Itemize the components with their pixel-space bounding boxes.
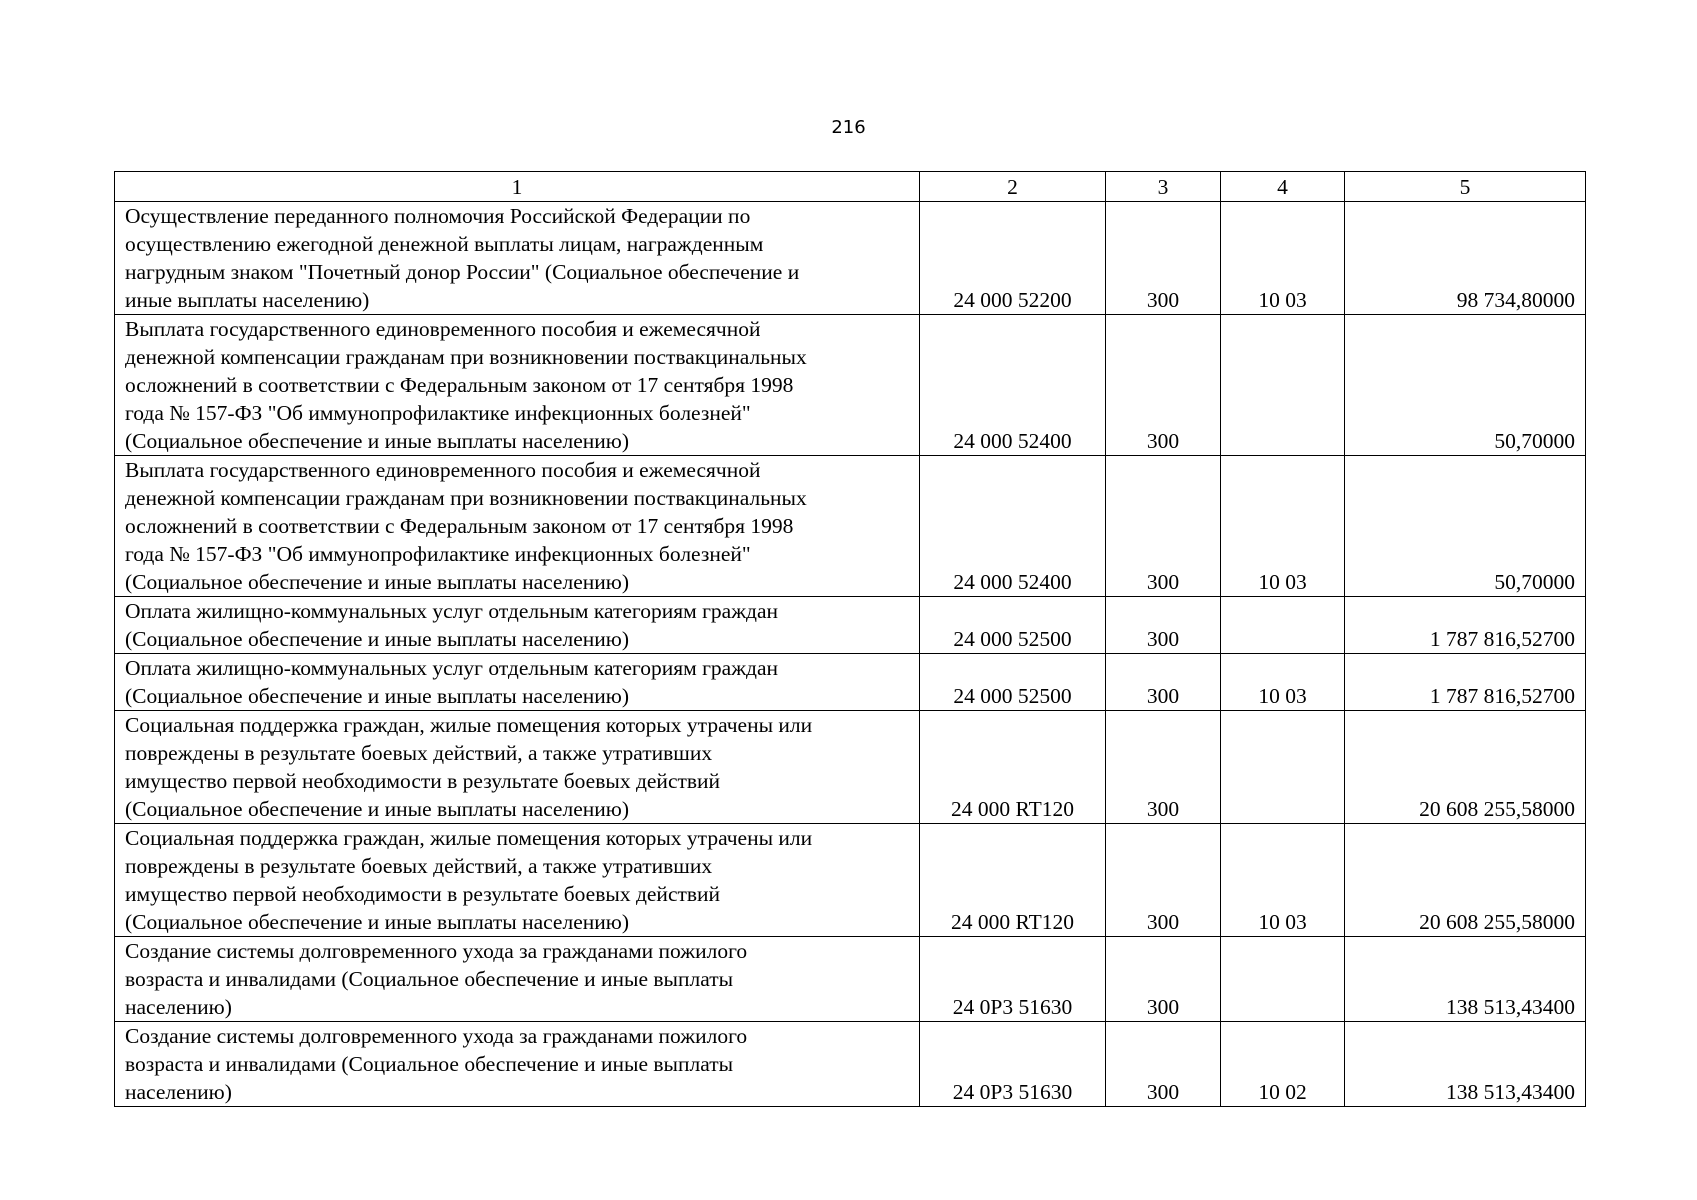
expense-name-line: возраста и инвалидами (Социальное обеспечение и иные выплаты xyxy=(125,967,734,991)
expense-type-cell: 300 xyxy=(1106,711,1221,824)
expense-name-line: возраста и инвалидами (Социальное обеспечение и иные выплаты xyxy=(125,1052,734,1076)
expense-name-cell xyxy=(115,824,920,937)
expense-name-line: Оплата жилищно-коммунальных услуг отдельным категориям граждан xyxy=(125,599,779,623)
table-row xyxy=(115,202,1586,315)
section-cell: 10 03 xyxy=(1221,456,1345,597)
expense-name-line: Создание системы долговременного ухода за гражданами пожилого xyxy=(125,1024,748,1048)
expense-type-cell: 300 xyxy=(1106,824,1221,937)
expense-name-line: Социальная поддержка граждан, жилые помещения которых утрачены или xyxy=(125,826,813,850)
section-cell xyxy=(1221,711,1345,824)
column-header-4: 4 xyxy=(1221,172,1345,202)
expense-name-cell xyxy=(115,654,920,711)
target-article-cell: 24 000 52500 xyxy=(920,654,1106,711)
table-row xyxy=(115,654,1586,711)
column-header-5: 5 xyxy=(1345,172,1586,202)
expense-name-cell xyxy=(115,456,920,597)
target-article-cell: 24 000 52200 xyxy=(920,202,1106,315)
expense-name-cell xyxy=(115,937,920,1022)
expense-name-line: населению) xyxy=(125,995,232,1019)
expense-name-line: Оплата жилищно-коммунальных услуг отдельным категориям граждан xyxy=(125,656,779,680)
expense-name-line: Создание системы долговременного ухода за гражданами пожилого xyxy=(125,939,748,963)
column-header-2: 2 xyxy=(920,172,1106,202)
column-header-3: 3 xyxy=(1106,172,1221,202)
target-article-cell: 24 000 RT120 xyxy=(920,711,1106,824)
expense-name-line: иные выплаты населению) xyxy=(125,288,370,312)
expense-name-line: осуществлению ежегодной денежной выплаты лицам, награжденным xyxy=(125,232,764,256)
table-row xyxy=(115,937,1586,1022)
expense-type-cell: 300 xyxy=(1106,1022,1221,1107)
expense-type-cell: 300 xyxy=(1106,654,1221,711)
expense-name-line: имущество первой необходимости в результате боевых действий xyxy=(125,882,721,906)
expense-name-line: населению) xyxy=(125,1080,232,1104)
expense-name-line: (Социальное обеспечение и иные выплаты населению) xyxy=(125,570,629,594)
expense-name-line: Выплата государственного единовременного пособия и ежемесячной xyxy=(125,317,761,341)
amount-cell: 20 608 255,58000 xyxy=(1345,711,1586,824)
section-cell: 10 03 xyxy=(1221,654,1345,711)
expense-name-line: осложнений в соответствии с Федеральным законом от 17 сентября 1998 xyxy=(125,514,794,538)
amount-cell: 1 787 816,52700 xyxy=(1345,597,1586,654)
table-row xyxy=(115,456,1586,597)
section-cell: 10 02 xyxy=(1221,1022,1345,1107)
table-body xyxy=(115,202,1586,1107)
amount-cell: 50,70000 xyxy=(1345,315,1586,456)
amount-cell: 98 734,80000 xyxy=(1345,202,1586,315)
expense-name-line: повреждены в результате боевых действий, а также утративших xyxy=(125,741,713,765)
expense-name-line: (Социальное обеспечение и иные выплаты населению) xyxy=(125,627,629,651)
target-article-cell: 24 000 52500 xyxy=(920,597,1106,654)
amount-cell: 1 787 816,52700 xyxy=(1345,654,1586,711)
expense-name-line: (Социальное обеспечение и иные выплаты населению) xyxy=(125,797,629,821)
section-cell: 10 03 xyxy=(1221,824,1345,937)
expense-name-line: года № 157-ФЗ "Об иммунопрофилактике инфекционных болезней" xyxy=(125,401,751,425)
table-row xyxy=(115,711,1586,824)
expense-type-cell: 300 xyxy=(1106,456,1221,597)
expense-type-cell: 300 xyxy=(1106,937,1221,1022)
expense-name-line: денежной компенсации гражданам при возникновении поствакцинальных xyxy=(125,486,807,510)
expense-name-cell xyxy=(115,1022,920,1107)
target-article-cell: 24 000 52400 xyxy=(920,456,1106,597)
amount-cell: 50,70000 xyxy=(1345,456,1586,597)
section-cell xyxy=(1221,937,1345,1022)
expense-name-line: (Социальное обеспечение и иные выплаты населению) xyxy=(125,429,629,453)
table-row xyxy=(115,1022,1586,1107)
expense-type-cell: 300 xyxy=(1106,202,1221,315)
expense-name-line: (Социальное обеспечение и иные выплаты населению) xyxy=(125,910,629,934)
column-header-1: 1 xyxy=(115,172,920,202)
expense-name-line: имущество первой необходимости в результате боевых действий xyxy=(125,769,721,793)
amount-cell: 138 513,43400 xyxy=(1345,1022,1586,1107)
expense-name-cell xyxy=(115,711,920,824)
expense-name-line: повреждены в результате боевых действий, а также утративших xyxy=(125,854,713,878)
table-header-row xyxy=(115,172,1586,202)
section-cell: 10 03 xyxy=(1221,202,1345,315)
target-article-cell: 24 0P3 51630 xyxy=(920,1022,1106,1107)
expense-type-cell: 300 xyxy=(1106,597,1221,654)
target-article-cell: 24 000 52400 xyxy=(920,315,1106,456)
expense-name-cell xyxy=(115,315,920,456)
expense-name-line: осложнений в соответствии с Федеральным законом от 17 сентября 1998 xyxy=(125,373,794,397)
expense-name-line: денежной компенсации гражданам при возникновении поствакцинальных xyxy=(125,345,807,369)
expense-name-cell xyxy=(115,597,920,654)
expense-name-line: (Социальное обеспечение и иные выплаты населению) xyxy=(125,684,629,708)
expense-name-line: нагрудным знаком "Почетный донор России" (Социальное обеспечение и xyxy=(125,260,800,284)
section-cell xyxy=(1221,597,1345,654)
expense-name-cell xyxy=(115,202,920,315)
budget-table xyxy=(114,171,1586,1107)
section-cell xyxy=(1221,315,1345,456)
amount-cell: 138 513,43400 xyxy=(1345,937,1586,1022)
table-row xyxy=(115,315,1586,456)
expense-name-line: Социальная поддержка граждан, жилые помещения которых утрачены или xyxy=(125,713,813,737)
table-row xyxy=(115,824,1586,937)
amount-cell: 20 608 255,58000 xyxy=(1345,824,1586,937)
table-row xyxy=(115,597,1586,654)
target-article-cell: 24 0P3 51630 xyxy=(920,937,1106,1022)
expense-name-line: года № 157-ФЗ "Об иммунопрофилактике инфекционных болезней" xyxy=(125,542,751,566)
target-article-cell: 24 000 RT120 xyxy=(920,824,1106,937)
expense-name-line: Выплата государственного единовременного пособия и ежемесячной xyxy=(125,458,761,482)
expense-name-line: Осуществление переданного полномочия Российской Федерации по xyxy=(125,204,751,228)
expense-type-cell: 300 xyxy=(1106,315,1221,456)
page-number: 216 xyxy=(831,117,866,138)
